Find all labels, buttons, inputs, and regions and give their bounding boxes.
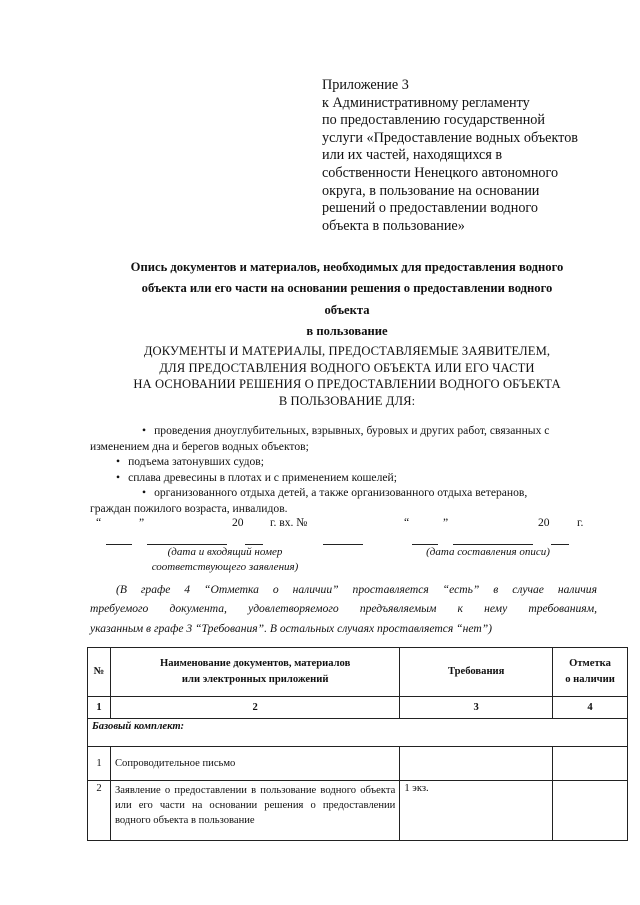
row-requirements — [400, 747, 553, 781]
blank-line — [106, 544, 132, 545]
bullet-icon: • — [116, 455, 121, 469]
header-num: № — [88, 648, 111, 697]
section-row — [88, 719, 628, 747]
col-number: 3 — [400, 697, 553, 719]
document-subtitle — [90, 343, 604, 410]
row-num: 1 — [88, 747, 111, 781]
title-line: Опись документов и материалов, необходимых для предоставления водного — [130, 260, 564, 274]
caption-inventory-date: (дата составления описи) — [426, 546, 550, 558]
row-name: Заявление о предоставлении в пользование водного объекта или его части на основании решения о предоставлении водного объекта в пользование — [110, 781, 399, 841]
year-prefix: 20 — [232, 516, 244, 529]
appendix-line: объекта в пользование» — [322, 217, 465, 234]
appendix-line: округа, в пользование на основании — [322, 182, 540, 199]
title-line: объекта или его части на основании решения о предоставлении водного — [141, 281, 553, 296]
column-number-row — [88, 697, 628, 719]
row-requirements: 1 экз. — [400, 781, 553, 841]
quote-close: ” — [139, 516, 145, 529]
list-item-continuation: граждан пожилого возраста, инвалидов. — [90, 501, 288, 515]
caption-incoming: (дата и входящий номер соответствующего заявления) — [151, 546, 299, 573]
header-name: Наименование документов, материалов или электронных приложений — [110, 648, 399, 697]
subtitle-line: ДЛЯ ПРЕДОСТАВЛЕНИЯ ВОДНОГО ОБЪЕКТА ИЛИ ЕГО ЧАСТИ — [159, 360, 535, 375]
table-row — [88, 781, 628, 841]
list-item-continuation: изменением дна и берегов водных объектов; — [90, 439, 309, 453]
appendix-line: решений о предоставлении водного — [322, 200, 538, 217]
subtitle-line: НА ОСНОВАНИИ РЕШЕНИЯ О ПРЕДОСТАВЛЕНИИ ВОДНОГО ОБЪЕКТА — [133, 377, 561, 392]
subtitle-line: В ПОЛЬЗОВАНИЕ ДЛЯ: — [278, 394, 416, 409]
appendix-line: по предоставлению государственной — [322, 112, 545, 129]
section-basic-label: Базовый комплект: — [88, 719, 628, 747]
appendix-line: услуги «Предоставление водных объектов — [322, 129, 578, 146]
title-line: в пользование — [306, 324, 388, 339]
bullet-icon: • — [142, 486, 147, 500]
row-mark — [553, 781, 628, 841]
quote-open: “ — [404, 516, 410, 529]
title-line: объекта — [324, 302, 370, 317]
col-number: 1 — [88, 697, 111, 719]
list-item: • сплава древесины в плотах и с применением кошелей; — [116, 470, 397, 484]
table-row — [88, 747, 628, 781]
header-requirements: Требования — [400, 648, 553, 697]
quote-close: ” — [443, 516, 449, 529]
appendix-header — [322, 77, 622, 235]
purpose-list — [90, 423, 596, 517]
appendix-line: к Административному регламенту — [322, 94, 530, 111]
subtitle-line: ДОКУМЕНТЫ И МАТЕРИАЛЫ, ПРЕДОСТАВЛЯЕМЫЕ ЗАЯВИТЕЛЕМ, — [143, 344, 551, 358]
table-header-row — [88, 648, 628, 697]
row-name: Сопроводительное письмо — [110, 747, 399, 781]
year-prefix: 20 — [538, 516, 550, 529]
col-number: 2 — [110, 697, 399, 719]
bullet-icon: • — [116, 470, 121, 484]
list-item: • проведения дноуглубительных, взрывных, буровых и других работ, связанных с — [90, 423, 596, 439]
appendix-line: Приложение 3 — [322, 77, 409, 93]
quote-open: “ — [96, 516, 102, 529]
bullet-icon: • — [142, 424, 147, 437]
incoming-number-label: г. вх. № — [270, 516, 308, 529]
list-item: • организованного отдыха детей, а также организованного отдыха ветеранов, — [90, 485, 596, 501]
instruction-note: (В графе 4 “Отметка о наличии” проставляется “есть” в случае наличия требуемого документа, удовлетворяемого предъявляемым к нему требованиям, указанным в графе 3 “Требования”. В остальных случаях проставляется “нет”) — [90, 583, 597, 635]
appendix-line: собственности Ненецкого автономного — [322, 164, 559, 181]
row-mark — [553, 747, 628, 781]
documents-table — [87, 647, 628, 841]
header-mark: Отметка о наличии — [553, 648, 628, 697]
year-suffix: г. — [577, 516, 584, 529]
col-number: 4 — [553, 697, 628, 719]
row-num: 2 — [88, 781, 111, 841]
blank-line — [323, 544, 363, 545]
list-item: • подъема затонувших судов; — [116, 455, 264, 469]
appendix-line: или их частей, находящихся в — [322, 147, 503, 164]
document-title — [90, 257, 604, 343]
